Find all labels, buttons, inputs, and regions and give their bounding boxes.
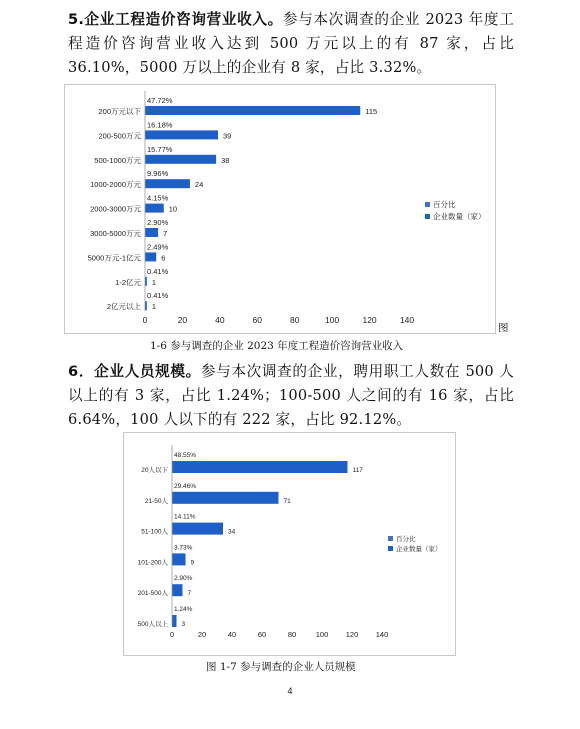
x-tick-label: 60: [257, 630, 267, 639]
x-tick-label: 20: [177, 315, 188, 325]
x-tick-label: 80: [289, 315, 300, 325]
category-label: 200万元以下: [98, 107, 141, 116]
bar: [145, 228, 158, 237]
section6-heading: 6．企业人员规模。: [68, 363, 201, 380]
count-label: 71: [283, 497, 291, 505]
x-tick-label: 60: [252, 315, 263, 325]
chart-staff: [124, 433, 455, 655]
category-label: 2000-3000万元: [90, 204, 141, 214]
percent-label: 3.73%: [174, 544, 193, 552]
x-tick-label: 0: [169, 630, 175, 639]
page-number: 4: [287, 686, 293, 696]
section5-paragraph: [68, 8, 514, 80]
percent-label: 9.96%: [147, 169, 169, 179]
category-label: 1000-2000万元: [90, 180, 141, 190]
x-tick-label: 20: [197, 630, 207, 639]
category-label: 201-500人: [137, 590, 168, 598]
chart-revenue-box: [64, 84, 496, 334]
x-tick-label: 100: [315, 630, 329, 639]
count-label: 34: [228, 528, 236, 536]
x-tick-label: 140: [375, 630, 389, 639]
bar: [172, 523, 223, 535]
percent-label: 16.18%: [147, 120, 173, 130]
figure6-caption: 1-6 参与调查的企业 2023 年度工程造价咨询营业收入: [150, 340, 404, 352]
count-label: 24: [194, 180, 204, 190]
category-label: 21-50人: [144, 497, 168, 505]
category-label: 101-200人: [137, 559, 168, 567]
bar: [145, 204, 164, 213]
percent-label: 0.41%: [147, 291, 169, 301]
category-label: 20人以下: [141, 467, 168, 474]
x-tick-label: 80: [287, 630, 297, 639]
legend-label: 企业数量（家）: [396, 546, 442, 553]
category-label: 200-500万元: [98, 131, 141, 141]
count-label: 6: [161, 253, 166, 263]
x-tick-label: 120: [345, 630, 359, 639]
count-label: 38: [221, 155, 230, 165]
percent-label: 29.46%: [174, 482, 197, 490]
percent-label: 2.90%: [174, 575, 193, 583]
count-label: 1: [151, 302, 157, 312]
category-label: 5000万元-1亿元: [87, 253, 141, 263]
bar: [172, 615, 177, 627]
bar: [145, 179, 190, 188]
category-label: 500人以上: [137, 621, 168, 628]
bar: [172, 553, 186, 565]
bar: [145, 252, 156, 261]
x-tick-label: 0: [142, 315, 148, 325]
category-label: 2亿元以上: [106, 302, 141, 312]
category-label: 51-100人: [141, 528, 168, 536]
x-tick-label: 40: [227, 630, 237, 639]
x-tick-label: 120: [362, 315, 377, 325]
category-label: 500-1000万元: [94, 155, 141, 165]
x-tick-label: 100: [325, 315, 340, 325]
bar: [172, 461, 348, 473]
count-label: 7: [163, 229, 168, 238]
percent-label: 15.77%: [147, 144, 173, 154]
chart-revenue: [65, 85, 495, 333]
count-label: 1: [151, 277, 157, 287]
bar: [172, 492, 279, 504]
category-label: 1-2亿元: [115, 277, 141, 287]
percent-label: 2.49%: [147, 242, 169, 252]
count-label: 7: [187, 590, 192, 598]
legend-swatch: [388, 546, 393, 551]
percent-label: 4.15%: [147, 193, 169, 203]
percent-label: 0.41%: [147, 266, 169, 276]
count-label: 10: [168, 204, 178, 214]
legend-swatch: [388, 536, 393, 541]
section5-text: 参与本次调查的企业 2023 年度工程造价咨询营业收入达到 500 万元以上的有 87 家，占比 36.10%，5000 万以上的企业有 8 家，占比 3.32%。: [68, 11, 514, 76]
percent-label: 14.11%: [174, 513, 196, 521]
count-label: 117: [352, 467, 363, 474]
section6-text: 参与本次调查的企业，聘用职工人数在 500 人以上的有 3 家，占比 1.24%；100-500 人之间的有 16 家，占比 6.64%，100 人以下的有 222 家，占比 92.12%。: [68, 363, 514, 428]
bar: [145, 130, 218, 139]
section6-paragraph: [68, 360, 514, 432]
legend-swatch: [425, 202, 430, 207]
x-tick-label: 140: [399, 315, 415, 325]
percent-label: 1.24%: [174, 606, 193, 613]
section5-heading: 5.企业工程造价咨询营业收入。: [68, 11, 283, 28]
figure7-caption: 图 1-7 参与调查的企业人员规模: [206, 661, 356, 673]
figure6-stray-char: 图: [498, 322, 509, 334]
count-label: 39: [222, 131, 232, 141]
legend-swatch: [425, 214, 430, 219]
legend-label: 企业数量（家）: [433, 212, 486, 221]
category-label: 3000-5000万元: [90, 229, 141, 238]
percent-label: 2.90%: [147, 218, 169, 227]
percent-label: 47.72%: [147, 96, 173, 105]
x-tick-label: 40: [215, 315, 225, 325]
bar: [145, 155, 216, 164]
count-label: 9: [190, 559, 195, 567]
legend-label: 百分比: [433, 200, 456, 209]
count-label: 115: [365, 107, 378, 116]
legend-label: 百分比: [396, 536, 416, 543]
percent-label: 48.55%: [174, 452, 197, 459]
count-label: 3: [181, 621, 186, 628]
chart-staff-box: [123, 432, 456, 656]
bar: [172, 584, 183, 596]
bar: [145, 106, 360, 115]
